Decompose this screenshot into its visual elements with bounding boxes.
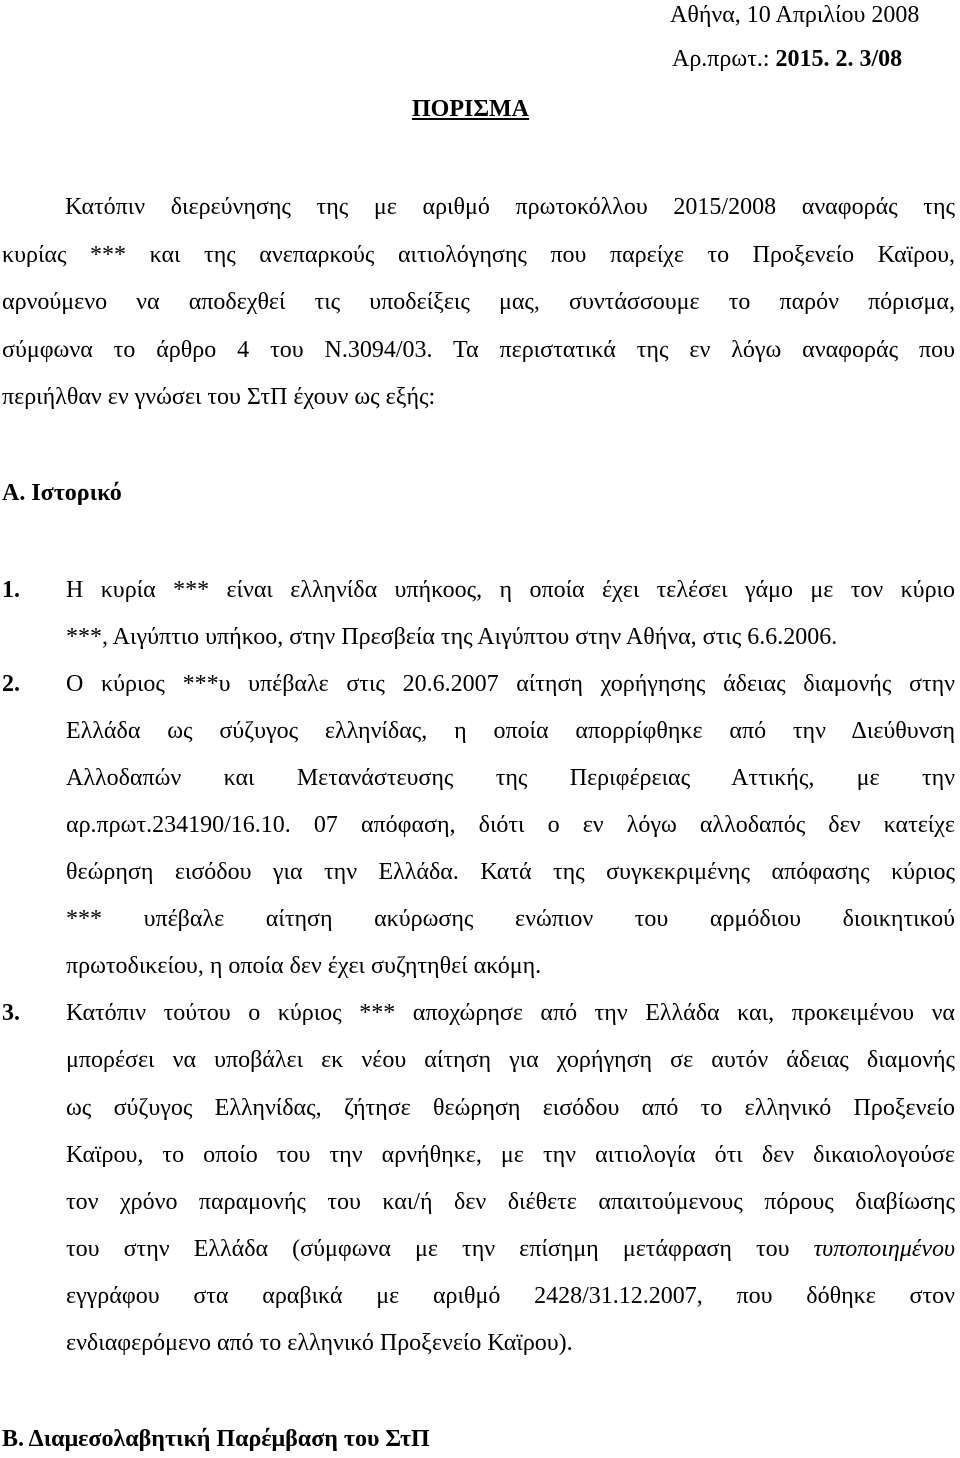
item-text-line: αρ.πρωτ.234190/16.10. 07 απόφαση, διότι ο εν λόγω αλλοδαπός δεν κατείχε (66, 812, 955, 838)
reference-value: 2015. 2. 3/08 (775, 46, 903, 72)
document-title: ΠΟΡΙΣΜΑ (412, 96, 530, 122)
item-text-line: τον χρόνο παραμονής του και/ή δεν διέθετε απαιτούμενους πόρους διαβίωσης (66, 1189, 955, 1215)
document-date: Αθήνα, 10 Απριλίου 2008 (670, 2, 920, 28)
reference-number (672, 44, 902, 74)
item-text-line: θεώρηση εισόδου για την Ελλάδα. Κατά της συγκεκριμένης απόφασης κύριος (66, 859, 955, 885)
item-text-italic: τυποποιημένου (813, 1236, 955, 1262)
intro-line: αρνούμενο να αποδεχθεί τις υποδείξεις μας, συντάσσουμε το παρόν πόρισμα, (2, 289, 955, 315)
item-text-line: ως σύζυγος Ελληνίδας, ζήτησε θεώρηση εισόδου από το ελληνικό Προξενείο (66, 1095, 955, 1121)
item-number: 1. (2, 577, 20, 603)
item-text-segment: του στην Ελλάδα (σύμφωνα με την επίσημη μετάφραση του (66, 1236, 814, 1262)
intro-line: κυρίας *** και της ανεπαρκούς αιτιολόγησης που παρείχε το Προξενείο Καϊρου, (2, 242, 955, 268)
item-text-line: ***, Αιγύπτιο υπήκοο, στην Πρεσβεία της Αιγύπτου στην Αθήνα, στις 6.6.2006. (66, 624, 838, 650)
item-text-line (66, 1234, 955, 1264)
intro-line: σύμφωνα το άρθρο 4 του Ν.3094/03. Τα περιστατικά της εν λόγω αναφοράς που (2, 337, 955, 363)
item-text-line: Καϊρου, το οποίο του την αρνήθηκε, με την αιτιολογία ότι δεν δικαιολογούσε (66, 1142, 955, 1168)
section-b-heading: Β. Διαμεσολαβητική Παρέμβαση του ΣτΠ (2, 1426, 430, 1452)
item-number: 3. (2, 1000, 20, 1026)
item-text-line: Ελλάδα ως σύζυγος ελληνίδας, η οποία απορρίφθηκε από την Διεύθυνση (66, 718, 955, 744)
item-text-line: πρωτοδικείου, η οποία δεν έχει συζητηθεί ακόμη. (66, 953, 542, 979)
intro-line: Κατόπιν διερεύνησης της με αριθμό πρωτοκόλλου 2015/2008 αναφοράς της (65, 194, 955, 220)
item-text-line: Η κυρία *** είναι ελληνίδα υπήκοος, η οποία έχει τελέσει γάμο με τον κύριο (66, 577, 955, 603)
item-text-line: ενδιαφερόμενο από το ελληνικό Προξενείο Καϊρου). (66, 1330, 573, 1356)
item-text-line: εγγράφου στα αραβικά με αριθμό 2428/31.12.2007, που δόθηκε στον (66, 1283, 955, 1309)
item-text-line: Αλλοδαπών και Μετανάστευσης της Περιφέρειας Αττικής, με την (66, 765, 955, 791)
item-number: 2. (2, 671, 20, 697)
item-text-line: Ο κύριος ***υ υπέβαλε στις 20.6.2007 αίτηση χορήγησης άδειας διαμονής στην (66, 671, 955, 697)
section-a-heading: Α. Ιστορικό (2, 480, 122, 506)
item-text-line: μπορέσει να υποβάλει εκ νέου αίτηση για χορήγηση σε αυτόν άδειας διαμονής (66, 1047, 955, 1073)
item-text-line: Κατόπιν τούτου ο κύριος *** αποχώρησε από την Ελλάδα και, προκειμένου να (66, 1000, 955, 1026)
reference-label: Αρ.πρωτ.: (672, 46, 776, 72)
item-text-line: *** υπέβαλε αίτηση ακύρωσης ενώπιον του αρμόδιου διοικητικού (66, 906, 955, 932)
intro-line: περιήλθαν εν γνώσει του ΣτΠ έχουν ως εξής: (2, 384, 436, 410)
